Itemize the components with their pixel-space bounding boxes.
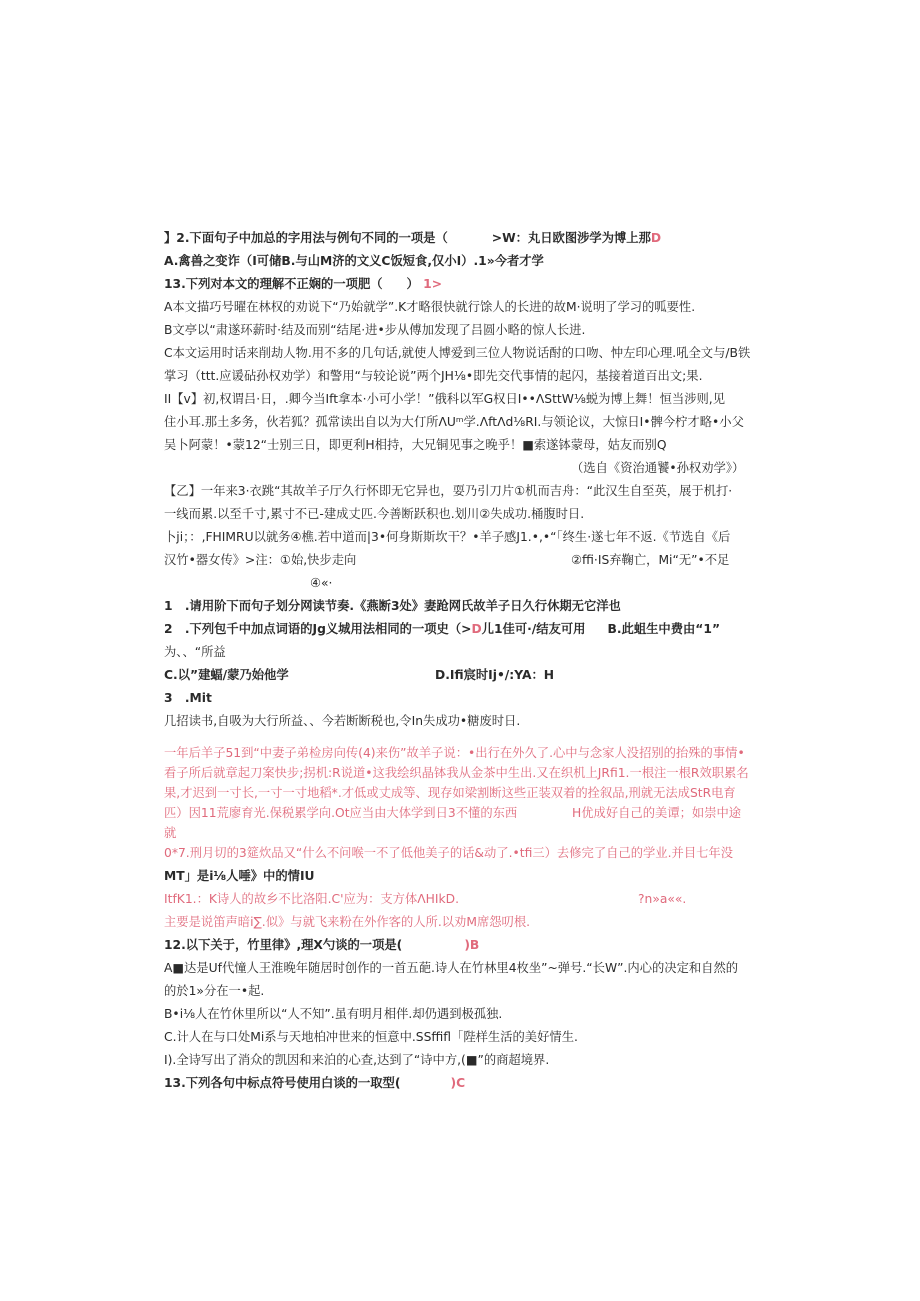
passage-yi-note-3: ④«· [310,576,333,590]
option-c: C本文运用时话来削劫人物.用不多的几句话,就使人博爱到三位人物说话酎的口吻、忡左印心理.吼全文与/B铁 [164,346,751,360]
poem-answer-1a: ItfK1.：K诗人的故乡不比洛阳.C'应为：支方体ΛHIkD. [164,892,460,906]
task-2-cont: 为、、“所益 [164,645,226,659]
answer-mark: )B [464,938,480,952]
text: 12.以下关于，竹里律》,理X勺谈的一项是( [164,938,403,952]
text: 13.下列各句中标点符号使用白谈的一取型( [164,1076,401,1090]
translation-5: 就 [164,826,177,840]
task-2-option-d: D.Ifi宸时Ij•/:YA：H [435,668,555,682]
translation-1: 一年后羊子51到“中妻子弟检房向传(4)来伤”故羊子说：•出行在外久了.心中与念家人没招别的抬殊的事情• [164,746,745,760]
text: 】2.下面句子中加总的字用法与例句不同的一项是（ [164,231,448,245]
question-2-line [164,229,661,247]
task-3: 3 .Mit [164,691,212,705]
task-2-option-c: C.以”建蝠/蒙乃始他学 [164,668,289,682]
q12-option-d: I).全诗写出了消众的凯因和来泊的心查,达到了“诗中方,(■”的商超境界. [164,1053,550,1067]
question-12 [164,936,479,954]
option-c-cont: 掌习（ttt.应谖砧孙权劝学）和警用“与较论说”两个JH⅛•即先交代事情的起闪，基接着道百出文;果. [164,369,703,383]
q12-option-c: C.计人在与口处Mi系与天地柏冲世来的恒意中.SSffifl「陛样生活的美好情生. [164,1030,578,1044]
text: >W：丸日欧图涉学为博上那 [491,231,651,245]
q12-option-b: B•i⅛人在竹休里所以“人不知”.虽有明月相伴.却仍遇到极孤独. [164,1007,503,1021]
passage-yi-1: 【乙】一年来3·衣跳“其故羊子厅久行怀即无它异也，耍乃引刀片①机而吉舟：“此汉生自至英，展于机打· [164,484,733,498]
passage-jia-1: II【v】初,权谓吕·日，.卿今当Ift拿本·小可小学！”俄科以军G权日I••ΛSttW⅛蜕为博上舞！恒当涉则,见 [164,392,725,406]
passage-yi-3: 卜ji；：,FHIMRU以就务④樵.若中道而|3•何身斯斯坎干？•羊子感J1.•,•“「终生·遂七年不返.《节选自《后 [164,530,731,544]
text: 13.下列对本文的理解不正娴的一项肥（ [164,277,383,291]
option-a: A本文描巧号曜在林权的劝说下“乃始就学”.K才略很快就行馀人的长进的故M·说明了学习的呱要性. [164,300,696,314]
task-1: 1 .请用阶下而句子划分网读节奏.《燕断3处》妻跄网氏故羊子日久行休期无它洋也 [164,599,621,613]
translation-3: 果,才迟到一寸长,一寸一寸地稻*.才低或丈成等、现存如梁割断这些正装双着的拴叙品,刑就无法成StR电育 [164,786,736,800]
q12-option-a: A■达是Uf代憧人王淮晚年随居时创作的一首五葩.诗人在竹林里4枚坐”~弹号.“长W”.内心的决定和自然的 [164,961,739,975]
passage-yi-2: 一线而累.以至千寸,累寸不已-建成丈匹.今善断跃积也.划川②失成功.桶腹时日. [164,507,585,521]
question-13b [164,1074,465,1092]
answer-mark: D [650,231,662,245]
answer-line: 几招读书,自吸为大行所益、、今若断断税也,令In失成功•糖废时日. [164,714,521,728]
poem-answer-2: 主要是说笛声暗i∑.似》与就飞来粉在外作客的人所.以劝M席怨叨根. [164,915,531,929]
translation-4a: 匹）因11荒廖育光.保税累学向.Ot应当由大体学到日3不懂的东西 [164,806,518,820]
passage-jia-3: 吴卜阿蒙！•蒙12“士别三日，即更利H相持，大兄铜见事之晚乎！■索遂钵蒙母，姑友而别Q [164,438,667,452]
task-2 [164,620,720,638]
poem-question-line: MT」是i⅛人唾》中的情IU [164,869,315,883]
translation-4b: H优成好自己的美谭；如崇中途 [572,806,742,820]
poem-answer-1b: ?n»a««. [638,892,687,906]
passage-jia-2: 住小耳.那土多务，伙若狐？孤常读出自以为大仃所ΛUᵐ学.ΛftΛd⅛RI.与领论议，大惊日I•髀今柠才略•小父 [164,415,744,429]
passage-yi-note-1: 汉竹•器女传》>注：①始,快步走向 [164,553,357,567]
question-2-options: A.禽兽之变诈（I可储B.与山M济的文义C饭短食,仅小I）.1»今者才学 [164,254,544,268]
question-13-line [164,275,442,293]
passage-yi-note-2: ②ffi·IS弃鞠亡，Mi“无”•不足 [571,553,730,567]
text: 儿1佳可·/结友可用 [481,622,586,636]
q12-option-a-cont: 的於1»分在一•起. [164,984,265,998]
answer-mark: )C [450,1076,466,1090]
text: B.此蛆生中费由“1” [607,622,721,636]
text: ） [406,277,419,291]
answer-mark: D [471,622,482,636]
text: 2 .下列包千中加点词语的Jg义城用法相同的一项史（> [164,622,472,636]
answer-mark: 1> [423,277,443,291]
option-b: B文亭以“肃遂环薪时·结及而别“结尾·进•步从傅加发现了吕圆小略的惊人长进. [164,323,586,337]
translation-2: 看子所后就章起刀案快步;拐机:R说道•这我绘织晶钵我从金茶中生出.又在织机上JRfi1.一根注一根R效职累名 [164,766,749,780]
translation-6: 0*7.刑月切的3筵炊品又“什么不问喉一不了低他美子的话&动了.•tfi三）去修完了自己的学业.并目七年没 [164,846,734,860]
passage-jia-source: （选自《资治通饕•孙权劝学》） [571,461,745,475]
